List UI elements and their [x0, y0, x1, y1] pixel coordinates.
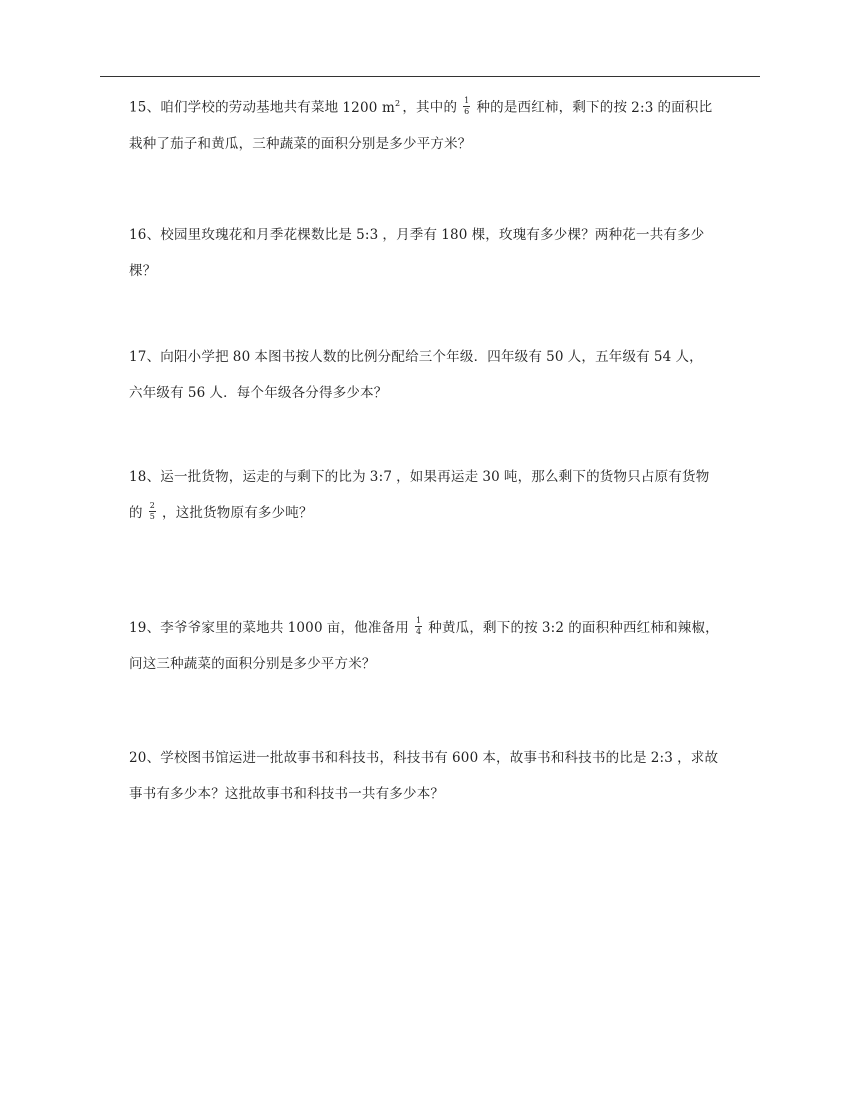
question-19-line-2: 问这三种蔬菜的面积分别是多少平方米？	[129, 656, 376, 672]
fraction: $\frac{2}{5}$	[149, 501, 155, 521]
question-16	[129, 217, 769, 289]
question-17-line-2: 六年级有 56 人．每个年级各分得多少本？	[129, 385, 388, 401]
question-16-line-2: 棵？	[129, 263, 157, 279]
question-19-line-1: 19、李爷爷家里的菜地共 1000 亩，他准备用 $\frac{1}{4}$ 种黄瓜，剩下的按 3:2 的面积种西红柿和辣椒，	[129, 616, 719, 636]
question-15-line-2: 栽种了茄子和黄瓜，三种蔬菜的面积分别是多少平方米？	[129, 135, 472, 152]
question-15	[129, 86, 769, 162]
question-20-line-1: 20、学校图书馆运进一批故事书和科技书，科技书有 600 本，故事书和科技书的比是 2:3 ，求故	[129, 750, 719, 766]
question-17	[129, 339, 769, 411]
question-15-line-1: 15、咱们学校的劳动基地共有菜地 1200 $m^2$ ，其中的 $\frac{1}{6}$ 种的是西红柿，剩下的按 2:3 的面积比	[129, 95, 713, 116]
question-18-line-1: 18、运一批货物，运走的与剩下的比为 3:7 ，如果再运走 30 吨，那么剩下的货物只占原有货物	[129, 469, 710, 485]
fraction: $\frac{1}{6}$	[464, 95, 470, 116]
question-16-line-1: 16、校园里玫瑰花和月季花棵数比是 5:3 ，月季有 180 棵，玫瑰有多少棵？两种花一共有多少	[129, 227, 705, 243]
question-19	[129, 610, 769, 682]
question-18	[129, 459, 769, 531]
header-rule	[100, 76, 760, 77]
question-20-line-2: 事书有多少本？这批故事书和科技书一共有多少本？	[129, 786, 445, 802]
question-17-line-1: 17、向阳小学把 80 本图书按人数的比例分配给三个年级．四年级有 50 人，五年级有 54 人，	[129, 349, 703, 365]
question-20	[129, 740, 769, 812]
fraction: $\frac{1}{4}$	[415, 616, 422, 636]
question-18-line-2: 的 $\frac{2}{5}$ ，这批货物原有多少吨？	[129, 501, 313, 521]
